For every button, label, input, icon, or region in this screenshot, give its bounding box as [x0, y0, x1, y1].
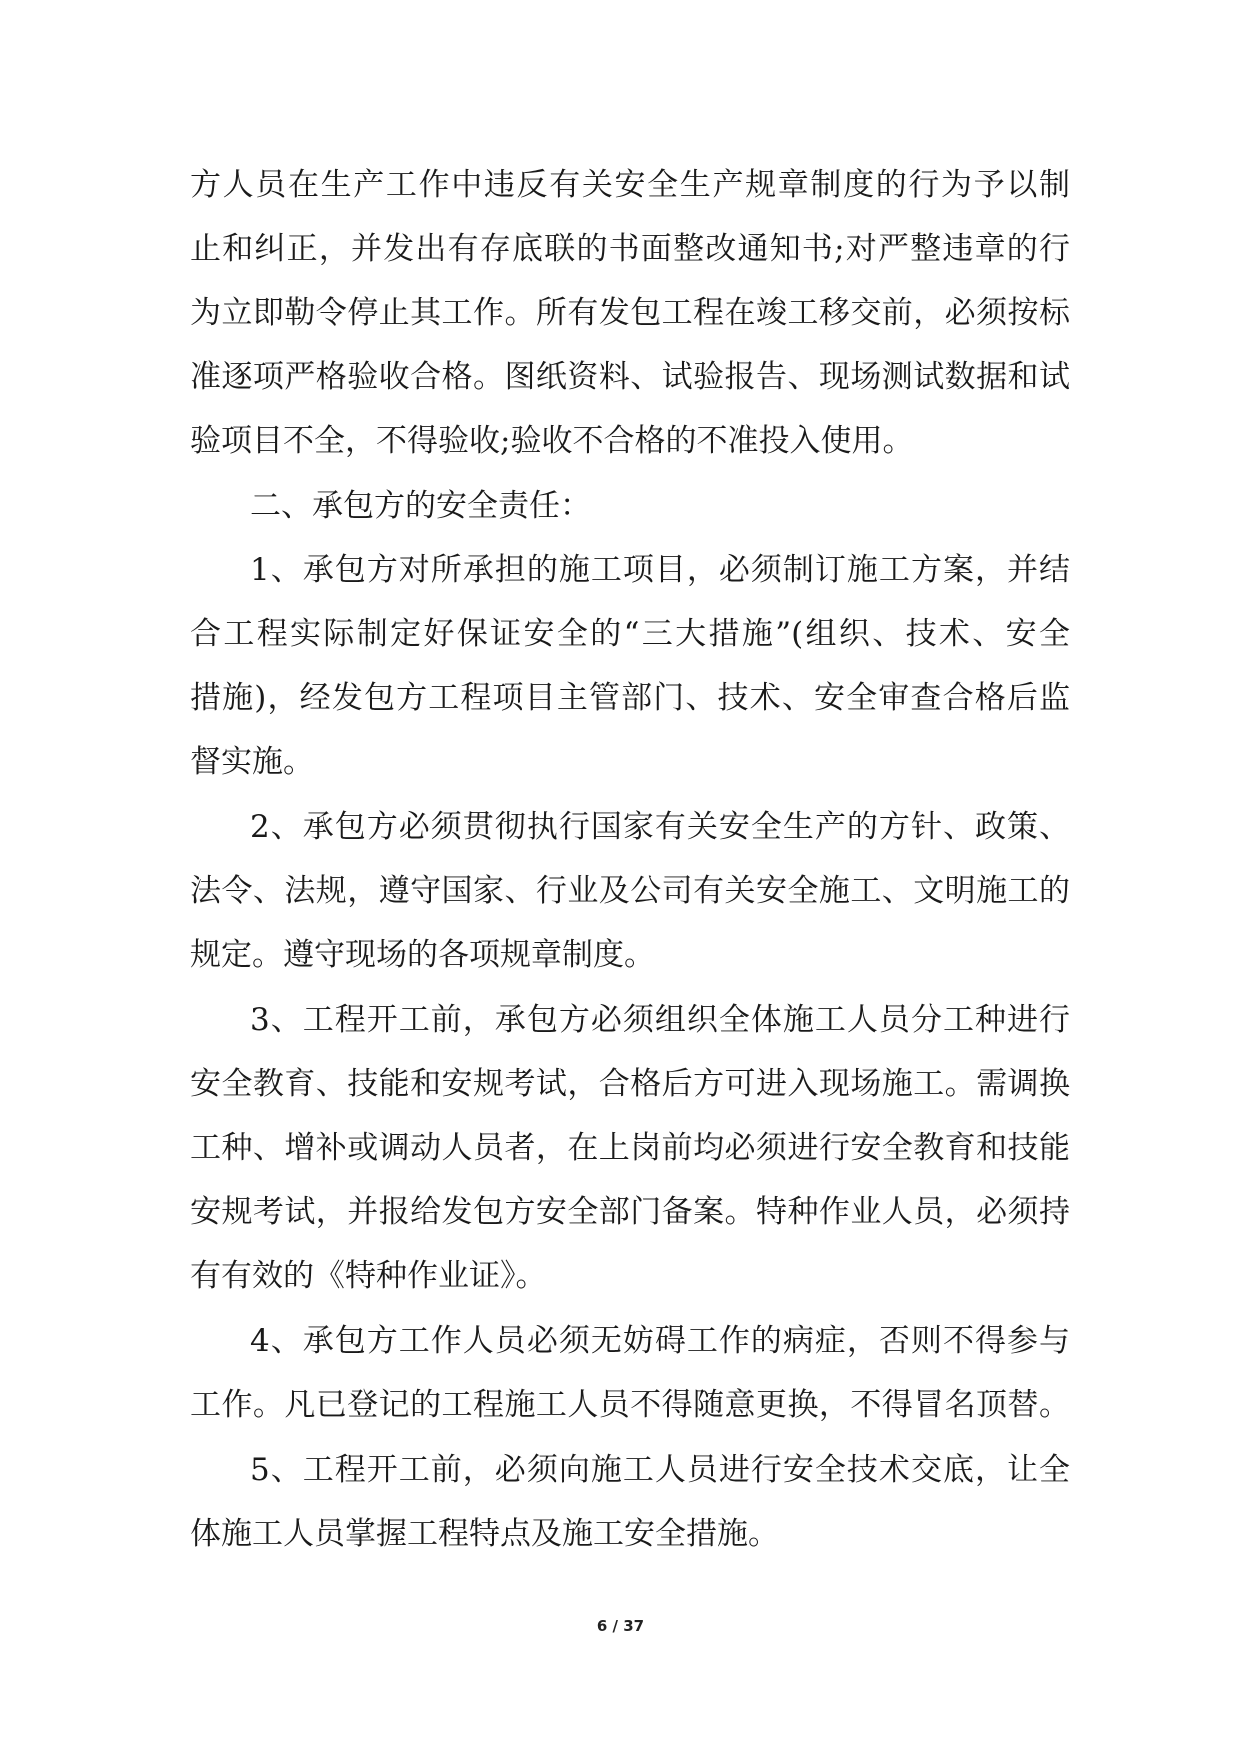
page-number: 6 / 37 [596, 1617, 645, 1635]
text-line: 规定。遵守现场的各项规章制度。 [190, 937, 655, 973]
section-heading: 二、承包方的安全责任： [250, 488, 591, 524]
text-line: 安全教育、技能和安规考试，合格后方可进入现场施工。需调换 [190, 1066, 1070, 1102]
text-line: 3、工程开工前，承包方必须组织全体施工人员分工种进行 [250, 1002, 1070, 1038]
text-line: 方人员在生产工作中违反有关安全生产规章制度的行为予以制 [190, 167, 1070, 203]
text-line: 督实施。 [190, 744, 314, 780]
text-line: 验项目不全，不得验收;验收不合格的不准投入使用。 [190, 423, 914, 459]
text-line: 法令、法规，遵守国家、行业及公司有关安全施工、文明施工的 [190, 873, 1070, 909]
text-line: 准逐项严格验收合格。图纸资料、试验报告、现场测试数据和试 [190, 359, 1070, 395]
text-line: 2、承包方必须贯彻执行国家有关安全生产的方针、政策、 [250, 809, 1070, 845]
text-line: 安规考试，并报给发包方安全部门备案。特种作业人员，必须持 [190, 1194, 1070, 1230]
text-line: 1、承包方对所承担的施工项目，必须制订施工方案，并结 [250, 552, 1070, 588]
text-line: 工种、增补或调动人员者，在上岗前均必须进行安全教育和技能 [190, 1130, 1070, 1166]
text-line: 体施工人员掌握工程特点及施工安全措施。 [190, 1516, 779, 1552]
text-line: 4、承包方工作人员必须无妨碍工作的病症，否则不得参与 [250, 1323, 1070, 1359]
text-line: 合工程实际制定好保证安全的“三大措施”(组织、技术、安全 [190, 616, 1070, 652]
text-line: 5、工程开工前，必须向施工人员进行安全技术交底，让全 [250, 1452, 1070, 1488]
text-line: 为立即勒令停止其工作。所有发包工程在竣工移交前，必须按标 [190, 295, 1070, 331]
text-line: 止和纠正，并发出有存底联的书面整改通知书;对严整违章的行 [190, 231, 1070, 267]
text-line: 有有效的《特种作业证》。 [190, 1258, 547, 1294]
text-line: 措施)，经发包方工程项目主管部门、技术、安全审查合格后监 [190, 680, 1070, 716]
text-line: 工作。凡已登记的工程施工人员不得随意更换，不得冒名顶替。 [190, 1387, 1070, 1423]
